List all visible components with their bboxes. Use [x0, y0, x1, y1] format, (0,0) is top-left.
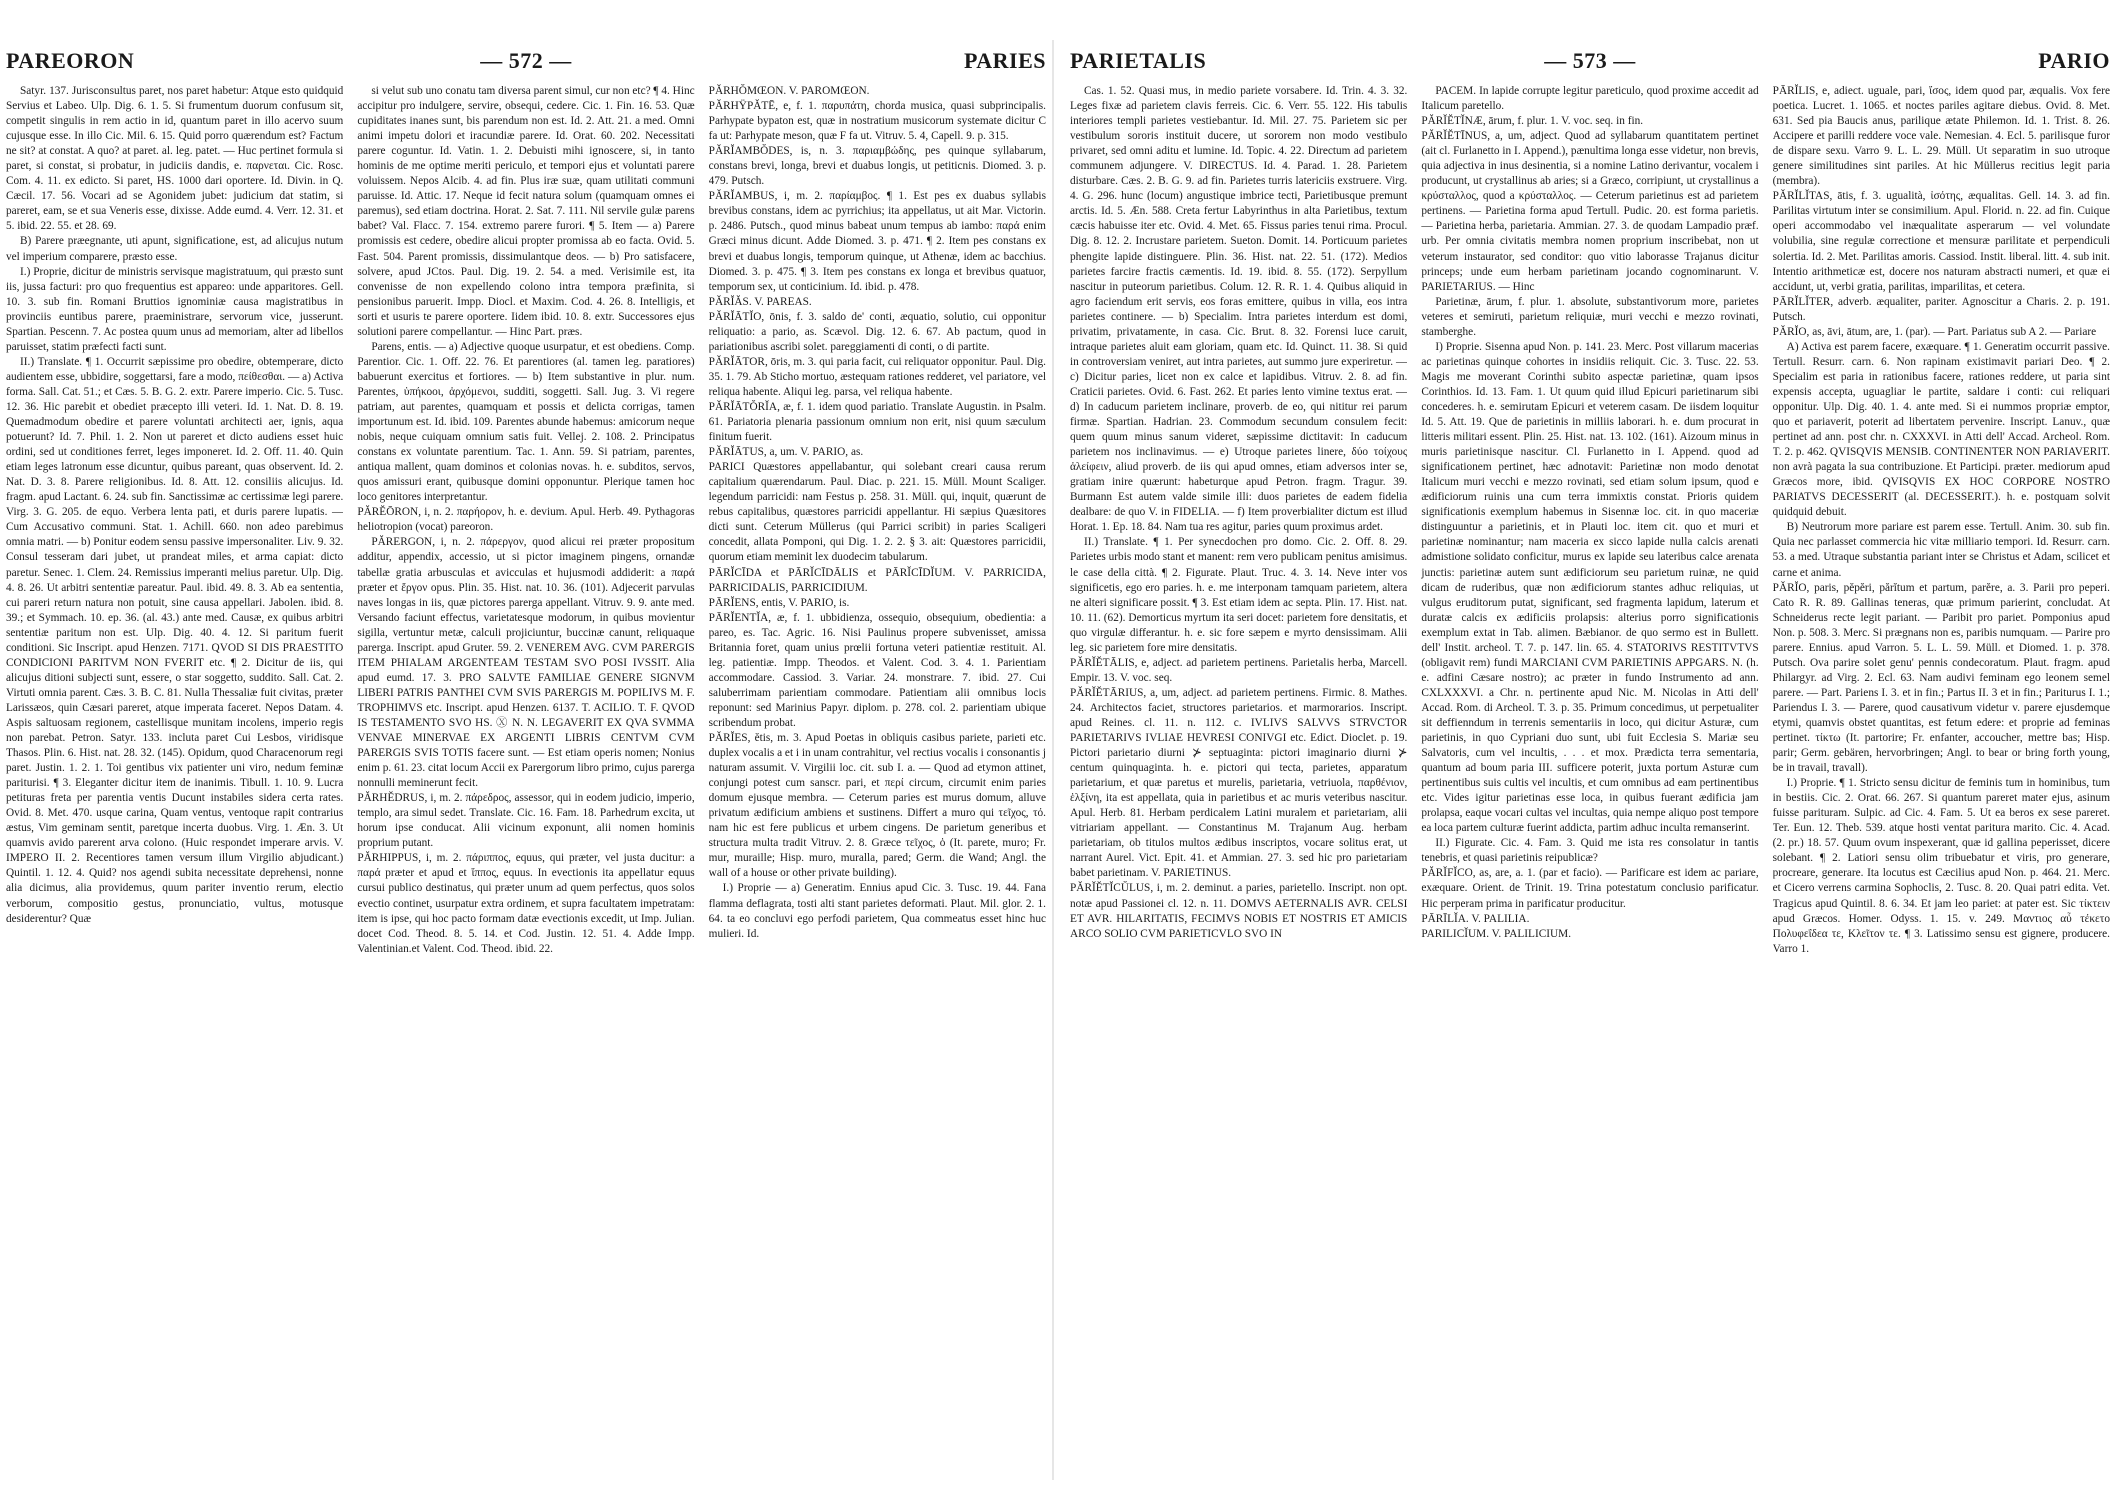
right-page [1070, 0, 2110, 1500]
dictionary-entry: PĀRĬLIS, e, adiect. uguale, pari, ἴσος, idem quod par, æqualis. Vox fere poetica. Lucret. 1. 1065. et noctes pariles agitare diebus. Ovid. 8. Met. 631. Sed pia Baucis anus, parilique ætate Philemon. Id. 1. Trist. 8. 26. Accipere et parilli reddere voce vale. Nemesian. 4. Ecl. 5. parilisque furor de dispare sexu. Varro 9. L. L. 29. Müll. Ut separatim in suo utroque genere similitudines sint pariles. At hic Müllerus recitius legit paria (membra). [1772, 85, 2110, 188]
dictionary-entry: PĂRĬĀTŎRĬA, æ, f. 1. idem quod pariatio. Translate Augustin. in Psalm. 61. Pariatoria plenaria passionum omnium non erit, nisi quum sæculum finitum fuerit. [708, 400, 1046, 444]
dictionary-entry: PĂRĬAMBŎDES, is, n. 3. παριαμβώδης, pes quinque syllabarum, constans brevi, longa, brevi et duabus longis, ut petiticnis. Diomed. 3. p. 479. Putsch. [708, 145, 1046, 188]
entry-paragraph: B) Parere præegnante, uti apunt, significatione, est, ad alicujus nutum vel imperium comparere, præsto esse. [6, 235, 344, 263]
column-3 [709, 84, 1046, 1484]
page-number: — 572 — [480, 48, 572, 73]
entry-paragraph: I.) Proprie. ¶ 1. Stricto sensu dicitur de feminis tum in hominibus, tum in bestiis. Cic. 2. Orat. 66. 267. Si quantum pareret mater ejus, asinum fuisse parituram. Sulpic. ad Cic. 4. Fam. 5. Ut ea beros ex sese pareret. Ter. Eun. 12. Theb. 539. atque hosti ventat paritura marito. Cic. 4. Acad. (2. pr.) 18. 57. Quum ovum inspexerant, quæ id gallina peperisset, dicere solebant. ¶ 2. Latiori sensu olim tribuebatur et viris, pro generare, procreare, generare. Ita locutus est Cæcilius apud Non. p. 464. 21. Merc. et Cicero verrens carmina Sophoclis, 2. Tusc. 8. 20. Quai patri edita. Vet. Tragicus apud Quintil. 8. 6. 34. Et jam leo pariet: at pater est. Sic τίκτειν apud Græcos. Homer. Odyss. 1. 15. v. 249. Μαντιος αὖ τέκετο Πολυφεΐδεα τε, Κλεῖτον τε. ¶ 3. Latissimo sensu est gignere, producere. Varro 1. [1772, 777, 2110, 955]
dictionary-entry: PĂRHŎMŒON. V. PAROMŒON. [708, 85, 870, 97]
entry-paragraph: II.) Translate. ¶ 1. Per synecdochen pro domo. Cic. 2. Off. 8. 29. Parietes urbis modo stant et manent: rem vero publicam penitus amisimus. le case della città. ¶ 2. Figurate. Plaut. Truc. 4. 3. 14. Neve inter vos significetis, ego ero paries. h. e. me interponam tamquam parietem, altera ne alteri significare possit. ¶ 3. Est etiam idem ac septa. Plin. 17. Hist. nat. 10. 11. (62). Demorticus myrtum ita seri docet: parietem fore densitatis, et quo virgulæ differantur. h. e. sic fore sæpem e myrto densissimam. Alii leg. sic parietem fore mire densitatis. [1070, 536, 1408, 654]
dictionary-entry: PĂRĬLĬTAS, ātis, f. 3. ugualità, ἰσότης, æqualitas. Gell. 14. 3. ad fin. Parilitas virtutum inter se consimilium. Apul. Florid. n. 22. ad fin. Cuique operi accommodabo vel inæqualitate asperarum — vel volundate volubilia, sine regulæ correctione et mensuræ parilitate et perpendiculi solertia. Id. 2. Met. Parilitas amoris. Cassiod. Instit. liberal. litt. 4. sub init. Intentio arithmeticæ est, docere nos naturam abstracti numeri, et quæ ei accidunt, ut, verbi gratia, parilitas, imparilitas, et cetera. [1772, 190, 2110, 293]
page-number: — 573 — [1544, 48, 1636, 73]
running-head-right: PARIES [963, 48, 1046, 73]
dictionary-entry: PĂRĬĀTOR, ōris, m. 3. qui paria facit, cui reliquator opponitur. Paul. Dig. 35. 1. 79. Ab Sticho mortuo, æstequam rationes redderet, vel pariatore, vel reliqua habente. Aliqui leg. parsa, vel reliqua habente. [708, 355, 1046, 398]
dictionary-entry: PĂRHIPPUS, i, m. 2. πάριππος, equus, qui præter, vel justa ducitur: a παρά præter et apud et ἵππος, equus. In evectionis ita appellatur equus cursui publico destinatus, qui præter unum ad quem perfectus, quos solos evectio continet, usurpatur extra ordinem, et supra facultatem impetratam: item is ipse, qui hoc pacto formam datæ evectionis excedit, ut Imp. Julian. docet Cod. Theod. 8. 5. 14. et Cod. Justin. 12. 51. 4. Adde Impp. Valentinian.et Valent. Cod. Theod. ibid. 22. [357, 852, 695, 955]
dictionary-entry: PĂRĔŌRON, i, n. 2. παρήορον, h. e. devium. Apul. Herb. 49. Pythagoras heliotropion (vocat) pareoron. [357, 506, 695, 534]
entry-paragraph: A) Activa est parem facere, exæquare. ¶ 1. Generatim occurrit passive. Tertull. Resurr. carn. 6. Non rapinam existimavit pariari Deo. ¶ 2. Specialim est paria in rationibus facere, rationes reddere, ut paria sint expensis accepta, uguagliar le partite, saldare i conti: cui reliquari opponitur. Ulp. Dig. 40. 1. 4. ante med. Si ei nummos propriæ emptor, quo et pariaverit, poterit ad libertatem pervenire. Inscript. Lanuv., quæ pertinet ad ann. post chr. n. CXXXVI. in Atti dell' Accad. Archeol. Rom. T. 2. p. 462. QVISQVIS MENSIB. CONTINENTER NON PARIAVERIT. non avrà pagata la sua contribuzione. Et Participi. præter. mediorum apud Græcos more, ibid. QVISQVIS EX HOC CORPORE NOSTRO PARIATVS DECESSERIT (al. DECESSERIT.). h. e. postquam solvit quidquid debuit. [1772, 340, 2110, 519]
book-gutter [1052, 40, 1054, 1480]
entry-paragraph: B) Neutrorum more pariare est parem esse. Tertull. Anim. 30. sub fin. Quia nec parlasset commercia hic vitæ milliario tempori. Id. Resurr. carn. 53. a med. Utraque substantia pariant inter se Christus et Adam, scilicet et carne et anima. [1772, 521, 2110, 579]
dictionary-entry: PĀRĬCĪDA et PĀRĬCĪDĀLIS et PĀRĬCĪDĬUM. V. PARRICIDA, PARRICIDALIS, PARRICIDIUM. [708, 566, 1046, 594]
column-1 [1070, 84, 1407, 1484]
entry-paragraph: Parietinæ, ārum, f. plur. 1. absolute, substantivorum more, parietes veteres et semiruti, parietum reliquiæ, muri vecchi e mezzo rovinati, stamberghe. [1421, 295, 1759, 338]
running-head-left: PAREORON [6, 48, 135, 73]
dictionary-entry: PĀRĬENS, entis, V. PARIO, is. [708, 596, 850, 609]
entry-paragraph: I.) Proprie, dicitur de ministris servisque magistratuum, qui præsto sunt iis, jussa facturi: pro quo frequentius est appareo: unde apparitores. Gell. 10. 3. sub fin. Romani Bruttios ignominiæ causa magistratibus in provinciis euntibus parere, praeministrare, servorum vice, jusserunt. Spartian. Pescenn. 7. Ac postea quum unus ad memoriam, alter ad libellos paruisset, statim præfecti facti sunt. [6, 265, 344, 353]
dictionary-entry: PARILICĬUM. V. PALILICIUM. [1421, 927, 1572, 940]
entry-paragraph: si velut sub uno conatu tam diversa parent simul, cur non etc? ¶ 4. Hinc accipitur pro indulgere, servire, obsequi, cedere. Cic. 1. Fin. 16. 53. Quæ cupiditates inanes sunt, bis parendum non est. Id. 2. Att. 21. a med. Omni animi impetu dolori et iracundiæ parere. Id. Orat. 60. 202. Necessitati parere coguntur. Id. Vatin. 1. 2. Debuisti mihi ignoscere, si, in tanto hominis de me optime meriti periculo, et tempori ejus et voluntati parere voluissem. Nepos Alcib. 4. ad fin. Plus iræ suæ, quam utilitati communi paruisse. Id. Attic. 17. Neque id fecit natura solum (quamquam omnes ei paremus), sed etiam doctrina. Horat. 2. Sat. 7. 111. Nil servile gulæ parens babet? Val. Flacc. 7. 154. extremo parere furori. ¶ 5. Item — a) Parere promissis est cedere, obedire alicui propter promissa ab eo facta. Ovid. 5. Fast. 504. Parent promissis, dissimulantque deos. — b) Pro satisfacere, solvere, apud JCtos. Paul. Dig. 19. 2. 54. a med. Verisimile est, ita convenisse de non expellendo colono intra tempora præfinita, si pensionibus paruerit. Impp. Diocl. et Maxim. Cod. 4. 26. 8. Intelligis, et sorti et usuris te parere oportere. Iidem ibid. 10. 8. extr. Successores ejus solutioni parere compellantur. — Hinc Part. præs. [357, 85, 695, 338]
page-header [1070, 48, 2110, 78]
column-2 [357, 84, 694, 1484]
page-header [6, 48, 1046, 78]
left-page [6, 0, 1046, 1500]
dictionary-entry: PĂRĬAMBUS, i, m. 2. παρίαμβος. ¶ 1. Est pes ex duabus syllabis brevibus constans, idem ac pyrrichius; ita appellatus, ut ait Mar. Victorin. p. 2486. Putsch., quod minus babeat unum tempus ab iambo: παρά enim Græci minus dicunt. Adde Diomed. 3. p. 471. ¶ 2. Item pes constans ex brevi et duabus longis, temporum quinque, ut Athenæ, idem ac bacchius. Diomed. 3. p. 475. ¶ 3. Item pes constans ex longa et brevibus quatuor, temporum sex, ut conticinium. Id. ibid. p. 478. [708, 190, 1046, 293]
dictionary-entry: PĂRĬĂS. V. PAREAS. [708, 295, 812, 308]
entry-paragraph: Satyr. 137. Jurisconsultus paret, nos paret habetur: Atque esto quidquid Servius et Labeo. Ulp. Dig. 6. 1. 5. Si frumentum duorum confusum sit, competit singulis in rem actio in id, quantum paret in illo acervo suum cujusque esse. In illo Cic. Mil. 6. 15. Quid porro quærendum est? Factum ne sit? at constat. A quo? at paret. al. leg. patet. — Huc pertinet formula si paret, si constat, si probatur, in judiciis dandis, e. παρνεται. Cic. Rosc. Com. 4. 11. ex edicto. Si paret, HS. 1000 dari oportere. Id. Divin. in Q. Cæcil. 17. 56. Vocari ad se Agonidem jubet: judicium dat statim, si pareret, eam, se et sua Veneris esse, dixisse. Adde eumd. 4. Verr. 12. 31. et 5. ibid. 22. 55. et 28. 69. [6, 85, 344, 233]
entry-paragraph: PĂRERGON, i, n. 2. πάρεργον, quod alicui rei præter propositum additur, appendix, accessio, ut si pictor imaginem pingens, ornandæ tabellæ gratia arbusculas et avicculas et hujusmodi addiderit: a παρά præter et ἔργον opus. Plin. 35. Hist. nat. 10. 36. (101). Adjecerit parvulas naves longas in iis, quæ pictores parerga appellant. Vitruv. 9. 9. ante med. Versando faciunt effectus, varietatesque modorum, in quibus movientur sigilla, vertuntur metæ, calculi projiciuntur, buccinæ canunt, reliquaque parerga. Inscript. apud Gruter. 59. 2. VENEREM AVG. CVM PARERGIS ITEM PHIALAM ARGENTEAM TESTAM SVO POSI IVSSIT. Alia apud eumd. 17. 3. PRO SALVTE FAMILIAE GENERE SIGNVM LIBERI PATRIS PANTHEI CVM SVIS PARERGIS M. POPILIVS M. F. TROPHIMVS etc. Inscript. apud Henzen. 6137. T. ACILIO. T. F. QVOD IS TESTAMENTO SVO HS. Ⓧ N. N. LEGAVERIT EX QVA SVMMA VENVAE MINERVAE EX ARGENTI LIBRIS CENTVM CVM PARERGIS SVIS TOTIS facere sunt. — Est etiam operis nomen; Nonius enim p. 61. 23. citat locum Accii ex Parergorum libro primo, cujus parerga nonnulli meminerunt fecit. [357, 536, 695, 790]
dictionary-entry: PĂRĬO, as, āvi, ātum, are, 1. (par). — Part. Pariatus sub A 2. — Pariare [1772, 325, 2097, 338]
dictionary-entry: PĂRĬFĬCO, as, are, a. 1. (par et facio). — Parificare est idem ac pariare, exæquare. Orient. de Trinit. 19. Trina potestatum conclusio parificatur. Hic perperam prima in parificatur producitur. [1421, 867, 1759, 910]
entry-paragraph: PACEM. In lapide corrupte legitur pareticulo, quod proxime accedit ad Italicum paretello. [1421, 85, 1759, 113]
column-2 [1421, 84, 1758, 1484]
text-columns [6, 84, 1046, 1484]
dictionary-entry: PĂRĬĀTUS, a, um. V. PARIO, as. [708, 446, 864, 459]
entry-paragraph: Cas. 1. 52. Quasi mus, in medio pariete vorsabere. Id. Trin. 4. 3. 32. Leges fixæ ad parietem clavis ferreis. Cic. 6. Verr. 55. 122. His tabulis interiores templi parietes vestiebantur. Id. Mil. 27. 75. Parietem sic per vestibulum sororis instituit ducere, ut sororem non modo vestibulo privaret, sed omni aditu et lumine. Id. Topic. 4. 22. Directum ad parietem communem adjungere. V. DIRECTUS. Id. 4. Parad. 1. 28. Parietem disturbare. Cæs. 2. B. G. 9. ad fin. Parietes turris latericiis exstruere. Virg. 4. G. 296. hunc (locum) angustique imbrice tecti, Parietibusque premunt arctis. Id. 5. Æn. 588. Creta fertur Labyrinthus in alta Parietibus, textum cæcis habuisse iter etc. Ovid. 4. Met. 65. Fissus paries tenui rima. Procul. Dig. 8. 12. 2. Incrustare parietem. Sueton. Domit. 14. Porticuum parietes phengite lapide distinguere. Plin. 36. Hist. nat. 22. 51. (172). Medios parietes farcire fractis cæmentis. Id. 19. ibid. 8. 55. (172). Serpyllum nascitur in puteorum parietibus. Colum. 12. R. R. 1. 4. Quibus aliquid in agro faciendum erit servis, eos foras emittere, quibus in villa, eos intra parietes continere. — b) Specialim. Intra parietes interdum est domi, privatim, privatamente, in casa. Cic. Brut. 8. 32. Forensi luce caruit, intraque parietes aluit eam gloriam, quam etc. Id. Quinct. 11. 38. Si quid in controversiam veniret, aut intra parietes, aut summo jure experiretur. — c) Dicitur paries, licet non ex calce et lapidibus. Vitruv. 2. 8. ad fin. Craticii parietes. Ovid. 6. Fast. 262. Et paries lento vimine textus erat. — d) In caducum parietem inclinare, proverb. de eo, qui nititur rei parum firmæ. Spartian. Hadrian. 23. Commodum secundum consulem fecit: quem quum minus sanum videret, sæpissime dictitavit: In caducum parietem nos inclinavimus. — e) Utroque parietes linere, δύο τοίχους ἀλείφειν, aliud proverb. de iis qui apud omnes, etiam adversos inter se, gratiam inire quærunt: habeturque apud Petron. fragm. Tragur. 39. Burmann Est autem valde simile illi: duos parietes de eadem fidelia dealbare: de quo V. in FIDELIA. — f) Item proverbialiter dictum est illud Horat. 1. Ep. 18. 84. Nam tua res agitur, paries quum proximus ardet. [1070, 85, 1408, 534]
dictionary-entry: PĂRĬO, paris, pĕpĕri, părĭtum et partum, parĕre, a. 3. Parii pro peperi. Cato R. R. 89. Gallinas teneras, quæ primum parierint, concludat. At Schneiderus recte legit pariant. — Paribit pro pariet. Pomponius apud Non. p. 508. 3. Merc. Si prægnans non es, paribis numquam. — Parire pro parere. Ennius. apud Varron. 5. L. L. 59. Müll. et Diomed. 1. p. 378. Putsch. Ova parire solet genu' pennis condecoratum. Plaut. fragm. apud Philargyr. ad Virg. 2. Ecl. 63. Nam audivi feminam ego leonem semel parere. — Part. Pariens I. 3. et in fin.; Partus II. 3 et in fin.; Pariturus I. 1.; Pariendus I. 3. — Parere, quod causativum videtur v. parere ejusdemque etymi, quamvis obstet quantitas, est fetum edere: et proprie ad feminas pertinet. τίκτω (It. partorire; Fr. enfanter, accoucher, mettre bas; Hisp. parir; Germ. gebären, hervorbringen; Angl. to bear or bring forth young, be in travail, travall). [1772, 581, 2110, 775]
dictionary-entry: PĂRĬĔTĀLIS, e, adject. ad parietem pertinens. Parietalis herba, Marcell. Empir. 13. V. voc. seq. [1070, 656, 1408, 684]
dictionary-entry: PARICI Quæstores appellabantur, qui solebant creari causa rerum capitalium quærendarum. Paul. Diac. p. 221. 15. Müll. Mount Scaliger. legendum parricidi: nam Festus p. 258. 31. Müll. qui, inquit, quærunt de rebus capitalibus, quæstores parricidi appellantur. Hi sæpius Quæsitores dicti sunt. Ceterum Müllerus (qui Parrici scribit) in paries Scaligeri concedit, allata Pomponi, qui Dig. 1. 2. 2. § 3. ait: Quæstores parricidii, quorum etiam meminit lex duodecim tabularum. [708, 461, 1046, 564]
dictionary-entry: PĀRĬLĬTER, adverb. æqualiter, pariter. Agnoscitur a Charis. 2. p. 191. Putsch. [1772, 295, 2110, 323]
running-head-left: PARIETALIS [1070, 48, 1207, 73]
entry-paragraph: I) Proprie. Sisenna apud Non. p. 141. 23. Merc. Post villarum macerias ac parietinas quinque cohortes in insidiis reliquit. Cic. 3. Tusc. 22. 53. Magis me moverant Corinthi subito aspectæ parietinæ, quam ipsos Corinthios. Id. 13. Fam. 1. Ut quum quid illud Epicuri parietinarum sibi concederes. h. e. semirutam Epicuri et veterem casam. De iisdem loquitur Id. 5. Att. 19. Que de parietinis in milliis laborari. h. e. dum procurat in litteris militari essent. Plin. 25. Hist. nat. 13. 102. (161). Aizoum minus in muris parietinisque nascitur. Cl. Furlanetto in I. Append. quod ad significationem pertinet, hæc adnotavit: Parietinæ non modo denotat Italicum muri vecchi e mezzo rovinati, sed etiam solum ipsum, quod e ædificiorum ruinis una cum terra immixtis constat. Prioris quidem significationis exemplum habemus in Sisennæ loc. cit. in quo maceriæ distinguuntur a parietinis, et in Plauti loc. item cit. quo et muri et parietinæ nominantur; nam maceria ex sicco lapide nulla calcis arenati admistione solidato conficitur, murus ex lapide seu lateribus calce arenata junctis: parietinæ autem sunt ædificiorum seu parietum ruinæ, ne quid dicam de ruderibus, quæ non ædificiorum stantes adhuc reliquias, ut vulgus eruditorum putat, significant, sed fragmenta lapidum, laterum et duratæ calcis ex ædificiis prolapsis: alterius porro significationis exemplum extat in Tab. alimen. Bæbianor. de quo sermo est in Bullett. dell' Instit. archeol. T. 7. p. 147. lin. 65. 4. STATORIVS RESTITVTVS (obligavit rem) fundi MARCIANI CVM PARIETINIS APPGARS. N. (h. e. adfini Cæsare nostro); ac præter in fundo Instrumento ad ann. CXLXXXVI. a Chr. n. pertinente apud Nic. M. Nicolas in Atti dell' Accad. Rom. di Archeol. T. 3. p. 35. Primum concedimus, ut perpetualiter sit deffienndum in terrenis sementariis in loco, qui dicitur Asturæ, cum parietinis, in quo Cypriani duo sunt, ubi fuit Ecclesia S. Mariæ seu Salvatoris, cum vel incultis, . . . et mox. Prædicta terra sementaria, quantum ad boum paria III. sufficere poterit, juxta portum Asturæ cum pertinentibus suis cultis vel incultis, et cum omnibus ad eam pertinentibus etc. Vides igitur parietinas esse loca, in quibus fuerant ædificia jam prolapsa, eaque vocari cultas vel incultas, quia nempe aliquo post tempore ea loca partem culturæ fuerint addicta, partim adhuc inculta remanserint. [1421, 340, 1759, 835]
column-3 [1773, 84, 2110, 1484]
column-1 [6, 84, 343, 1484]
entry-paragraph: Parens, entis. — a) Adjective quoque usurpatur, et est obediens. Comp. Parentior. Cic. 1. Off. 22. 76. Et parentiores (al. tamen leg. paratiores) babuerunt exercitus et fortiores. — b) Item substantive in plur. num. Parentes, ὑπήκοοι, ἀρχόμενοι, sudditi, soggetti. Sall. Jug. 3. Vi regere patriam, aut parentes, quamquam et possis et delicta corrigas, tamen importunum est. Id. ibid. 109. Parentes abunde habemus: amicorum neque nobis, neque cuiquam omnium satis fuit. Vellej. 2. 108. 2. Principatus constans ex voluntate parentium. Tac. 1. Ann. 59. Si patriam, parentes, antiqua mallent, quam dominos et colonias novas. h. e. subditos, servos, quos amissuri erant, quibusque domini opponuntur. Plerique tamen hoc loco genitores interpretantur. [357, 340, 695, 504]
running-head-right: PARIO [2038, 48, 2110, 73]
dictionary-entry: PĂRĬES, ĕtis, m. 3. Apud Poetas in obliquis casibus pariete, parieti etc. duplex vocalis a et i in unam contrahitur, vel rectius vocalis i consonantis j naturam assumit. V. Virgilii loc. cit. sub I. a. — Quod ad etymon attinet, conjungi potest cum sanscr. pari, et περί circum, circumit enim paries domum ejusque membra. — Ceterum paries est murus domum, alluve privatum ædificium ambiens et sustinens. Differt a muro qui τεῖχος, τό. nam hic est fere publicus et urbem cingens. De parietum generibus et structura multa tradit Vitruv. 2. 8. Græce τεῖχος, ὁ (It. parete, muro; Fr. mur, muraille; Hisp. muro, muralla, pared; Germ. die Wand; Angl. the wall of a house or other private building). [708, 732, 1046, 880]
text-columns [1070, 84, 2110, 1484]
dictionary-entry: PĂRHĔDRUS, i, m. 2. πάρεδρος, assessor, qui in eodem judicio, imperio, templo, ara simul sedet. Translate. Cic. 16. Fam. 18. Parhedrum excita, ut horum ipse conducat. Alii vicinum exponunt, alii nomen hominis proprium putant. [357, 792, 695, 850]
entry-paragraph: II.) Translate. ¶ 1. Occurrit sæpissime pro obedire, obtemperare, dicto audientem esse, ubbidire, soggettarsi, fare a modo, πείθεσθαι. — a) Activa forma. Sall. Cat. 51.; et Cæs. 5. B. G. 2. extr. Parere imperio. Cic. 5. Tusc. 12. 36. Hic parebit et obediet præcepto illi veteri. Id. 1. Nat. D. 8. 19. Quemadmodum obedire et parere voluntati architecti aer, ignis, aqua potuerunt? Id. 7. Phil. 1. 2. Non ut pareret et dicto audiens esset huic ordini, sed ut conditiones ferret, leges imponeret. Id. 2. Off. 11. 40. Quin etiam leges latronum esse dicuntur, quibus pareant, quas observent. Id. 2. Nat. D. 3. 8. Parere religionibus. Id. 8. Att. 12. consiliis alicujus. Id. fragm. apud Lactant. 6. 24. sub fin. Sanctissimæ ac certissimæ legi parere. Virg. 3. G. 205. de equo. Verbera lenta pati, et duris parere lupatis. — Cum Accusativo communi. Stat. 1. Achill. 660. non adeo parebimus omnia matri. — b) Ponitur eodem sensu passive impersonaliter. Liv. 9. 32. Consul tesseram dari jubet, ut prandeat miles, et arma capiat: dicto paretur. Senec. 1. Clem. 24. Remissius imperanti melius paretur. Ulp. Dig. 4. 8. 26. Ut arbitri sententiæ pareatur. Paul. ibid. 49. 8. 3. Ab ea sententia, cui pareri return natura non potuit, sine causa appellari. Jabolen. ibid. 8. 39.; et Symmach. 10. ep. 36. (al. 43.) ante med. Causæ, ex quibus arbitri sententiæ paritum non est. Ulp. Dig. 40. 4. 12. Si paritum fuerit conditioni. Sic Inscript. apud Henzen. 7171. QVOD SI DIS PRAESTITO CONDICIONI PARITVM NON FVERIT etc. ¶ 2. Dicitur de iis, qui alicujus ditioni subjecti sunt, essere, o star soggetto, suddito. Sall. Cat. 2. Virtuti omnia parent. Cæs. 3. B. C. 81. Nulla Thessaliæ fuit civitas, præter Larissæos, quin Cæsari pareret, atque imperata faceret. Nepos Datam. 4. Aspis saltuosam regionem, castellisque munitam incolens, imperio regis non parebat. Petron. Satyr. 133. incluta paret Cui Lesbos, viridisque Thasos. Plin. 6. Hist. nat. 28. 32. (145). Opidum, quod Characenorum regi paret. Justin. 1. 2. 1. Toi gentibus vix patienter uni viro, nedum feminæ pariturisi. ¶ 3. Eleganter dicitur item de inanimis. Tibull. 1. 10. 9. Lucra petituras freta per parentia ventis Ducunt instabiles sidera certa rates. Ovid. 8. Met. 470. usque carina, Quam ventus, ventoque rapit contrarius æstus, Vim geminam sentit, paretque incerta duobus. Virg. 1. Æn. 3. Ut quamvis avido parerent arva colono. (Huic respondet imperare arvis. V. IMPERO II. 2. Recentiores tamen versum illum Virgilio abjudicant.) Quintil. 1. 12. 4. Quid? nos agendi subita necessitate deprehensi, nonne alia dicimus, alia providemus, quum pariter inventio rerum, electio verborum, compositio gestus, pronunciatio, vultus, motusque desiderentur? Quæ [6, 355, 344, 925]
entry-paragraph: II.) Figurate. Cic. 4. Fam. 3. Quid me ista res consolatur in tantis tenebris, et quasi parietinis reipublicæ? [1421, 837, 1759, 865]
dictionary-entry: PĂRHŸPĂTĒ, e, f. 1. παρυπάτη, chorda musica, quasi subprincipalis. Parhypate bypaton est, quæ in nostratium musicorum systemate dicitur C fa ut: Parhypate meson, quæ F fa ut. Vitruv. 5. 4, Capell. 9. p. 315. [708, 100, 1046, 143]
dictionary-entry: PĂRĬĔTĪNUS, a, um, adject. Quod ad syllabarum quantitatem pertinet (ait cl. Furlanetto in I. Append.), pænultima longa esse videtur, non brevis, quia adjectiva in inus desinentia, si a nomine Latino derivantur, vocalem i producunt, ut crystallinus ab aries; si a Græco, corripiunt, ut crystallinus a κρύσταλλος, quod a κρύσταλλος. — Ceterum parietinus est ad parietem pertinens. — Parietina forma apud Tertull. Pudic. 20. est forma parietis. — Parietina herba, parietaria. Ammian. 27. 3. de quodam Lampadio præf. urb. Per omnia civitatis membra nomen proprium inscribebat, non ut veterum instaurator, sed conditor: quo vitio laborasse Trajanus dicitur princeps; unde eum herbam parietinam jocando cognominarunt. V. PARIETARIUS. — Hinc [1421, 130, 1759, 293]
dictionary-entry: PĂRĬĔTĬNÆ, ārum, f. plur. 1. V. voc. seq. in fin. [1421, 115, 1644, 128]
dictionary-entry: PĂRĬĔTĀRIUS, a, um, adject. ad parietem pertinens. Firmic. 8. Mathes. 24. Architectos faciet, structores parietarios. et marmorarios. Inscript. apud Reines. cl. 11. n. 112. c. IVLIVS SALVVS STRVCTOR PARIETARIVS IVLIAE HEVRESI CONIVGI etc. Edict. Dioclet. p. 19. Pictori parietario diurni ⊁ septuaginta: pictori imaginario diurni ⊁ centum quinquaginta. h. e. pictori qui tecta, parietes, apparatum parietarium, et quæ paretus et murelis, parietaria, vetriuola, παρθένιον, ἑλξίνη, ita est appellata, quia in parietibus et ac muris veteribus nascitur. Apul. Herb. 81. Herbam perdicalem Latini muralem et parietariam, alii vitriariam appellant. — Constantinus M. Trajanum Aug. herbam parietariam, ob titulos multos ædibus inscriptos, vocare solitus erat, ut narrant Aurel. Vict. Epit. 41. et Ammian. 27. 3. sed hic pro parietariam babet parietinam. V. PARIETINUS. [1070, 686, 1408, 880]
dictionary-entry: PĀRĪLĬA. V. PALILIA. [1421, 912, 1530, 925]
entry-paragraph: I.) Proprie — a) Generatim. Ennius apud Cic. 3. Tusc. 19. 44. Fana flamma deflagrata, tosti alti stant parietes deformati. Plaut. Mil. glor. 2. 1. 64. ta eo concluvi ego perfodi parietem, Qua commeatus esset hinc huc mulieri. Id. [708, 882, 1046, 940]
dictionary-entry: PĀRĬENTĬA, æ, f. 1. ubbidienza, ossequio, obsequium, obedientia: a pareo, es. Tac. Agric. 16. Nisi Paulinus propere subvenisset, amissa Britannia foret, quam unius prœlii fortuna veteri patientiæ restituit. Al. leg. patientiæ. Impp. Theodos. et Valent. Cod. 3. 4. 1. Parientiam accommodare. Cassiod. 3. Variar. 24. monstrare. 7. ibid. 27. Cui saluberrimam parientiam commodare. Patientiam alii omnibus locis reponunt: sed Marinius Papyr. diplom. p. 278. col. 2. parientiam ubique scribendum probat. [708, 611, 1046, 729]
dictionary-entry: PĂRĬĔTĬCŬLUS, i, m. 2. deminut. a paries, parietello. Inscript. non opt. notæ apud Passionei cl. 12. n. 11. DOMVS AETERNALIS AVR. CELSI ET AVR. HILARITATIS, FECIMVS NOBIS ET NOSTRIS ET AMICIS ARCO SOLIO CVM PARIETICVLO SVO IN [1070, 882, 1408, 940]
dictionary-entry: PĂRĬĀTĬO, ōnis, f. 3. saldo de' conti, æquatio, solutio, cui opponitur reliquatio: a pario, as. Scævol. Dig. 12. 6. 67. Ab pactum, quod in pariationibus ascribi solet. pareggiamenti di conti, o di partite. [708, 310, 1046, 353]
